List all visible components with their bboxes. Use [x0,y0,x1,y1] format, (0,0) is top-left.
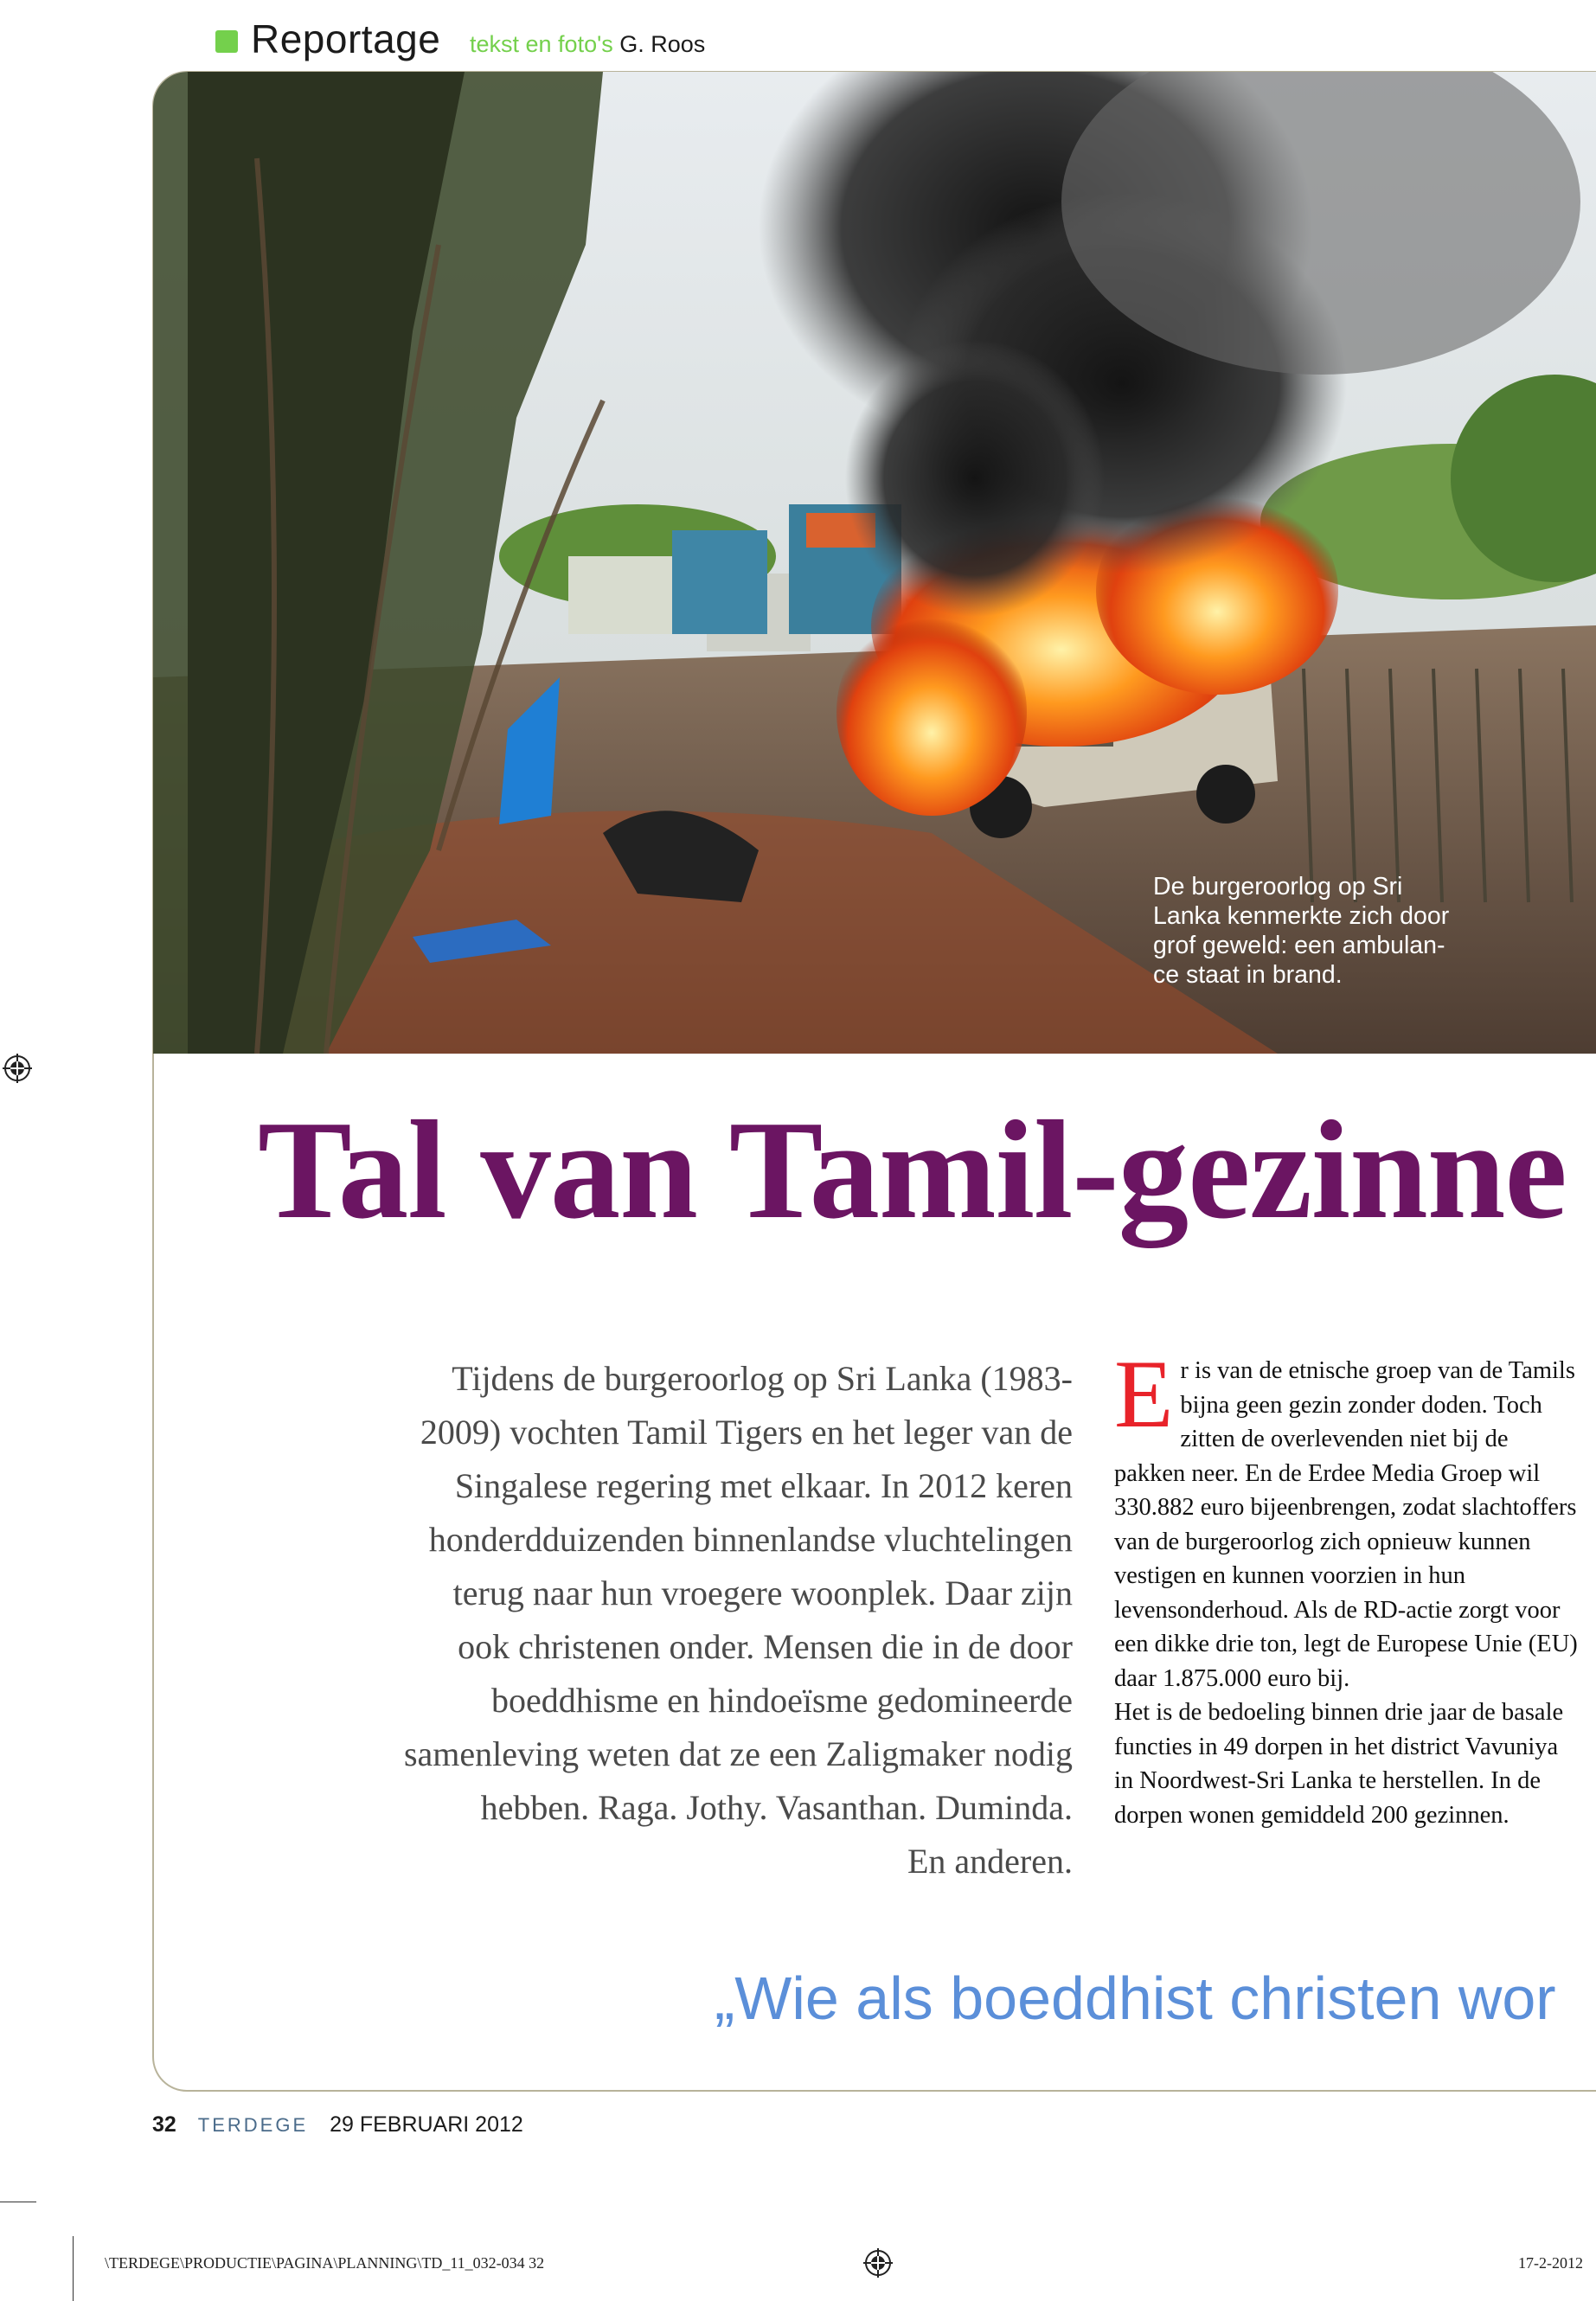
intro-line: boeddhisme en hindoeïsme gedomineerde [490,1681,1073,1720]
article-intro [311,1352,1073,1888]
photo-caption [1153,872,1499,990]
article-body [1114,1341,1581,1832]
article-headline: Tal van Tamil-gezinne [258,1093,1567,1248]
photo-caption-line: ce staat in brand. [1153,961,1343,989]
credit-author: G. Roos [619,31,706,57]
page-footer [152,2112,523,2138]
issue-date: 29 FEBRUARI 2012 [330,2112,523,2137]
print-slug-date: 17-2-2012 [1518,2254,1583,2272]
page-number: 32 [152,2112,176,2137]
credit-prefix: tekst en foto's [470,31,613,57]
intro-line: samenleving weten dat ze een Zaligmaker nodig [403,1734,1073,1773]
drop-cap: E [1114,1341,1174,1448]
author-credit [470,31,705,58]
body-paragraph: Het is de bedoeling binnen drie jaar de basale functies in 49 dorpen in het district Vavuniya in Noordwest-Sri Lanka te herstellen. In de dorpen wonen gemiddeld 200 gezinnen. [1114,1699,1564,1829]
registration-mark-icon [863,2248,893,2278]
registration-mark-icon [3,1054,32,1083]
intro-line: Singalese regering met elkaar. In 2012 keren [454,1466,1073,1505]
intro-line: terug naar hun vroegere woonplek. Daar zijn [452,1574,1073,1612]
intro-line: Tijdens de burgeroorlog op Sri Lanka (1983- [452,1359,1073,1398]
intro-line: hebben. Raga. Jothy. Vasanthan. Duminda. [480,1788,1073,1827]
section-marker-square [215,30,238,53]
magazine-name: TERDEGE [197,2114,309,2136]
photo-caption-line: De burgeroorlog op Sri [1153,873,1403,901]
intro-line: honderdduizenden binnenlandse vluchtelingen [428,1520,1073,1559]
pull-quote: „Wie als boeddhist christen wor [715,1965,1556,2032]
print-slug-path: \TERDEGE\PRODUCTIE\PAGINA\PLANNING\TD_11_032-034 32 [105,2254,545,2272]
photo-caption-line: Lanka kenmerkte zich door [1153,902,1450,930]
intro-line: ook christenen onder. Mensen die in de door [458,1627,1073,1666]
crop-mark [73,2236,74,2301]
intro-line: 2009) vochten Tamil Tigers en het leger van de [420,1413,1073,1452]
intro-line: En anderen. [907,1842,1073,1881]
section-title: Reportage [251,16,441,61]
photo-caption-line: grof geweld: een ambulan- [1153,932,1445,959]
body-paragraph: r is van de etnische groep van de Tamils bijna geen gezin zonder doden. Toch zitten de overlevenden niet bij de pakken neer. En de Erdee Media Groep wil 330.882 euro bijeenbrengen, zodat slachtoffers van de burgeroorlog zich opnieuw kunnen vestigen en kunnen voorzien in hun levensonderhoud. Als de RD-actie zorgt voor een dikke drie ton, legt de Europese Unie (EU) daar 1.875.000 euro bij. [1114,1357,1578,1692]
